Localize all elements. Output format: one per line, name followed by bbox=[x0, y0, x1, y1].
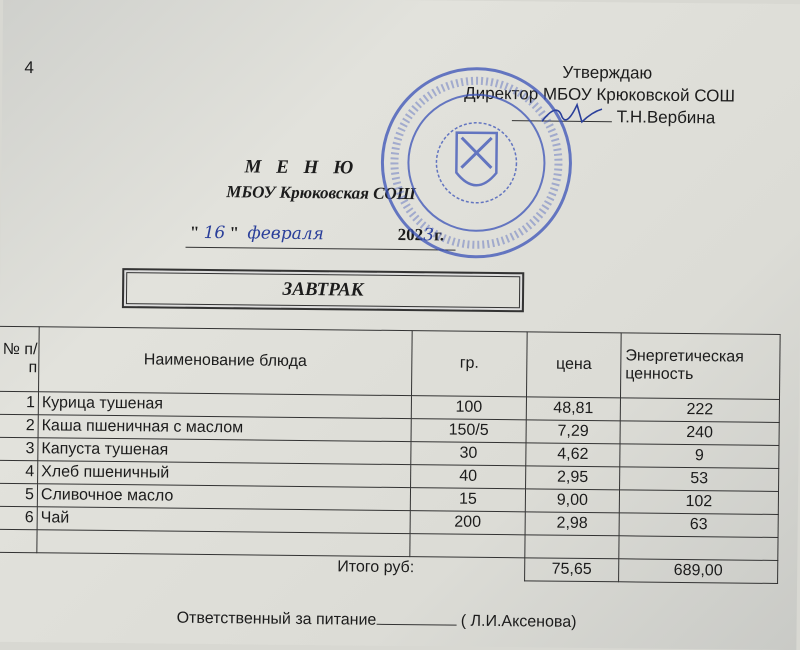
header-energy: Энергетическая ценность bbox=[620, 333, 780, 400]
total-label: Итого руб: bbox=[37, 553, 525, 581]
date-day: 16 bbox=[203, 222, 226, 244]
school-name: МБОУ Крюковская СОШ bbox=[226, 182, 416, 204]
approval-heading: Утверждаю bbox=[562, 62, 653, 83]
director-signature bbox=[537, 96, 607, 132]
header-price: цена bbox=[526, 332, 621, 398]
responsible-name: ( Л.И.Аксенова) bbox=[460, 612, 577, 631]
date-year-suffix: г. bbox=[433, 225, 445, 245]
page-number: 4 bbox=[24, 58, 34, 78]
table-row: 2 Каша пшеничная с маслом 150/5 7,29 240 bbox=[0, 414, 779, 445]
date-year: 202 bbox=[397, 224, 424, 245]
meal-heading: ЗАВТРАК bbox=[282, 278, 364, 301]
meal-heading-box bbox=[122, 268, 524, 312]
official-stamp bbox=[375, 62, 577, 264]
header-dish: Наименование блюда bbox=[39, 327, 413, 396]
total-energy: 689,00 bbox=[619, 559, 778, 584]
total-price: 75,65 bbox=[525, 558, 619, 582]
date-year-handwritten: 3 bbox=[423, 225, 435, 246]
responsible-signature-line bbox=[376, 624, 456, 626]
footer-label: Ответственный за питание bbox=[176, 609, 377, 629]
table-row: 1 Курица тушеная 100 48,81 222 bbox=[0, 391, 779, 422]
table-header bbox=[0, 326, 780, 399]
approval-position: Директор МБОУ Крюковской СОШ bbox=[464, 83, 736, 106]
director-name: Т.Н.Вербина bbox=[616, 107, 716, 128]
menu-table bbox=[0, 326, 781, 584]
header-grams: гр. bbox=[411, 331, 527, 397]
table-row: 5 Сливочное масло 15 9,00 102 bbox=[0, 483, 779, 514]
date-month: февраля bbox=[247, 223, 324, 245]
table-row: 6 Чай 200 2,98 63 bbox=[0, 506, 778, 537]
menu-date: " 16 " февраля 2023г. bbox=[186, 223, 456, 251]
footer-responsible bbox=[177, 610, 577, 632]
table-row: 3 Капуста тушеная 30 4,62 9 bbox=[0, 437, 779, 468]
table-row: 4 Хлеб пшеничный 40 2,95 53 bbox=[0, 460, 779, 491]
page-title: М Е Н Ю bbox=[244, 156, 359, 179]
header-number: № п/п bbox=[0, 326, 39, 391]
